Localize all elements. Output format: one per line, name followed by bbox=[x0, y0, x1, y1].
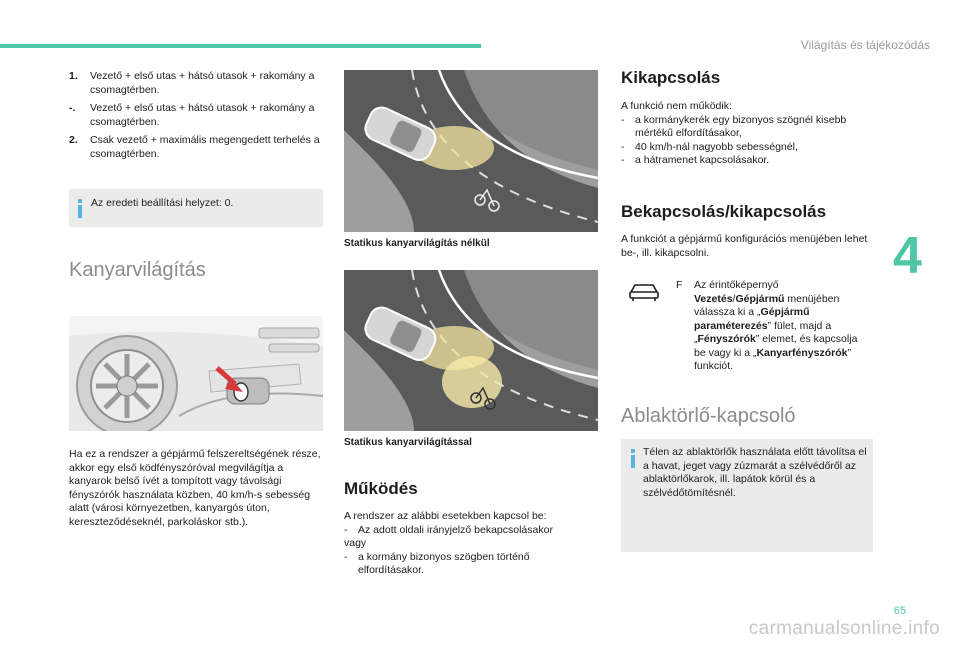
list-item: - a kormánykerék egy bizonyos szögnél kisebb mértékű elfordításakor, bbox=[621, 113, 847, 139]
off-intro: A funkció nem működik: bbox=[621, 100, 732, 112]
diagram-with-cornering-light bbox=[344, 270, 598, 431]
instruction-text: Az érintőképernyő Vezetés/Gépjármű menüjében válassza ki a „Gépjármű paraméterezés” fület, majd a „Fényszórók” elemet, és kapcsolja be vagy ki a „Kanyarfényszórók” funkciót. bbox=[694, 279, 858, 372]
list-item: -. Vezető + első utas + hátsó utasok + rakomány a csomagtérben. bbox=[69, 102, 315, 128]
wiper-title: Ablaktörlő-kapcsoló bbox=[621, 405, 796, 427]
car-settings-icon bbox=[629, 283, 659, 306]
wiper-info-text: Télen az ablaktörlők használata előtt távolítsa el a havat, jeget vagy zúzmarát a szélvédőről az ablaktörlőkarok, ill. lapátok körül és a szélvédőtömítésnél. bbox=[643, 446, 867, 499]
info-icon bbox=[78, 199, 82, 218]
info-text: Az eredeti beállítási helyzet: 0. bbox=[91, 197, 234, 209]
list-item: - a kormány bizonyos szögben történő elfordításakor. bbox=[344, 550, 530, 576]
list-item: 1. Vezető + első utas + hátsó utasok + rakomány a csomagtérben. bbox=[69, 70, 315, 96]
info-box-wiper bbox=[621, 439, 873, 552]
list-item: - a hátramenet kapcsolásakor. bbox=[621, 154, 770, 166]
cornering-title: Kanyarvilágítás bbox=[69, 259, 206, 281]
watermark: carmanualsonline.info bbox=[748, 618, 940, 639]
fog-lamp-photo bbox=[69, 316, 323, 431]
load-list bbox=[69, 70, 321, 166]
onoff-description: A funkciót a gépjármű konfigurációs menüjében lehet be-, ill. kikapcsolni. bbox=[621, 233, 868, 259]
info-icon bbox=[631, 449, 635, 468]
operation-or: vagy bbox=[344, 537, 367, 549]
operation-intro: A rendszer az alábbi esetekben kapcsol be: bbox=[344, 510, 547, 522]
caption-with: Statikus kanyarvilágítással bbox=[344, 437, 472, 448]
header-accent-bar bbox=[0, 44, 481, 48]
operation-title: Működés bbox=[344, 479, 418, 498]
instruction-bullet: F bbox=[676, 279, 683, 291]
operation-section bbox=[344, 510, 598, 578]
chapter-number: 4 bbox=[893, 227, 922, 285]
cornering-description: Ha ez a rendszer a gépjármű felszereltségének része, akkor egy első ködfényszóróval megvilágítja a kanyarok belső ívét a tompított vagy távolsági fényszórók használata közben, 40 km/h-s sebesség alatt (városi környezetben, kanyargós úton, kereszteződéseknél, parkoláskor stb.). bbox=[69, 448, 321, 528]
list-item: - 40 km/h-nál nagyobb sebességnél, bbox=[621, 140, 798, 153]
off-title: Kikapcsolás bbox=[621, 68, 721, 87]
list-item: 2. Csak vezető + maximális megengedett terhelés a csomagtérben. bbox=[69, 134, 320, 160]
caption-without: Statikus kanyarvilágítás nélkül bbox=[344, 238, 490, 249]
off-section bbox=[621, 100, 873, 168]
page-number: 65 bbox=[893, 605, 906, 617]
section-title: Világítás és tájékozódás bbox=[800, 38, 930, 52]
info-box-default-setting bbox=[69, 189, 323, 227]
onoff-title: Bekapcsolás/kikapcsolás bbox=[621, 202, 827, 221]
list-item: - Az adott oldali irányjelző bekapcsolásakor bbox=[344, 523, 553, 536]
diagram-without-cornering-light bbox=[344, 70, 598, 232]
